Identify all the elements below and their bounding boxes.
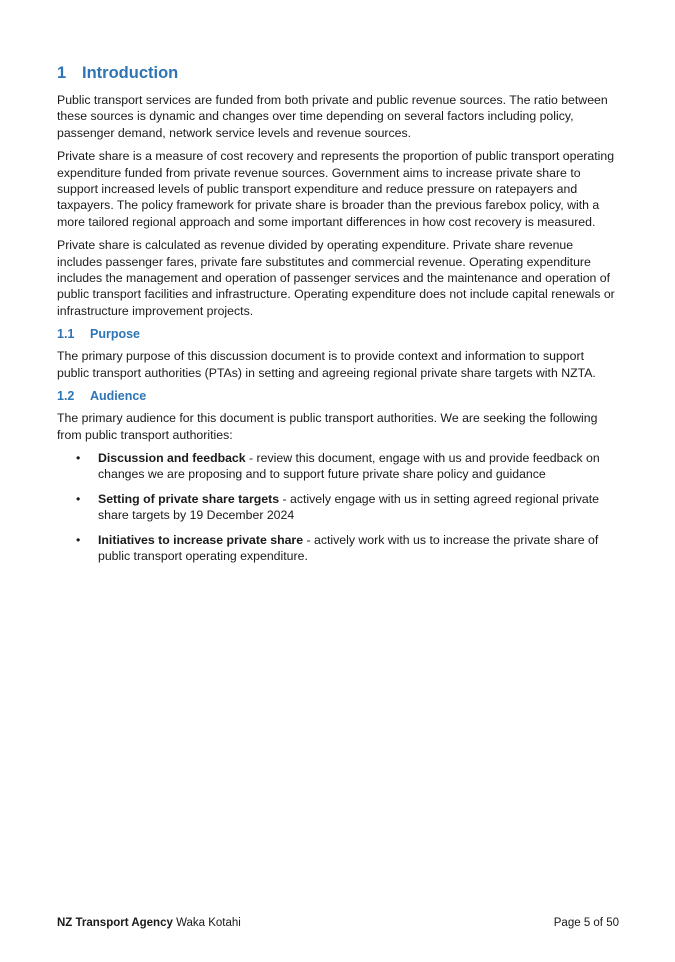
purpose-paragraph: The primary purpose of this discussion document is to provide context and information to support public transport authorities (PTAs) in setting and agreeing regional private share targets with NZTA. bbox=[57, 349, 596, 380]
intro-paragraph: Private share is calculated as revenue divided by operating expenditure. Private share revenue includes passenger fares, private fare substitutes and commercial revenue. Operating expenditure includes the management and operation of passenger services and the maintenance and operation of public transport facilities and infrastructure. Operating expenditure does not include capital renewals or infrastructure improvement projects. bbox=[57, 238, 615, 318]
subsection-number: 1.1 bbox=[57, 327, 75, 342]
list-item-term: Initiatives to increase private share bbox=[98, 532, 304, 547]
subsection-heading-audience bbox=[57, 388, 617, 404]
intro-paragraph: Private share is a measure of cost recovery and represents the proportion of public transport operating expenditure funded from private revenue sources. Government aims to increase private share to support increased levels of public transport expenditure and reduce pressure on ratepayers and taxpayers. The policy framework for private share is broader than the previous farebox policy, with a more tailored regional approach and some important differences in how cost recovery is measured. bbox=[57, 149, 615, 229]
bullet-icon: • bbox=[76, 491, 81, 506]
list-item-term: Discussion and feedback bbox=[98, 450, 246, 465]
intro-paragraph: Public transport services are funded from both private and public revenue sources. The ratio between these sources is dynamic and changes over time depending on several factors including policy, passenger demand, network service levels and revenue sources. bbox=[57, 93, 608, 140]
list-item bbox=[57, 532, 617, 565]
subsection-title: Purpose bbox=[90, 327, 141, 342]
section-heading-introduction bbox=[57, 62, 617, 84]
list-item-text: - actively engage with us in setting agreed regional private share targets by 19 December 2024 bbox=[98, 491, 599, 523]
footer-organisation bbox=[57, 917, 241, 929]
audience-bullet-list bbox=[57, 450, 617, 564]
list-item-term: Setting of private share targets bbox=[98, 491, 280, 506]
audience-paragraph: The primary audience for this document is public transport authorities. We are seeking the following from public transport authorities: bbox=[57, 411, 598, 442]
footer-org-bold: NZ Transport Agency bbox=[57, 917, 173, 929]
list-item bbox=[57, 491, 617, 524]
list-item bbox=[57, 450, 617, 483]
bullet-icon: • bbox=[76, 532, 81, 547]
list-item-text: - review this document, engage with us and provide feedback on changes we are proposing and to support future private share policy and guidance bbox=[98, 450, 600, 482]
list-item-text: - actively work with us to increase the private share of public transport operating expenditure. bbox=[98, 532, 599, 563]
page-number: Page 5 of 50 bbox=[553, 917, 619, 929]
subsection-number: 1.2 bbox=[57, 389, 75, 404]
bullet-icon: • bbox=[76, 450, 81, 465]
section-number: 1 bbox=[57, 64, 67, 82]
document-page bbox=[57, 62, 617, 572]
subsection-title: Audience bbox=[90, 389, 147, 404]
subsection-heading-purpose bbox=[57, 326, 617, 342]
page-footer bbox=[57, 916, 619, 930]
section-title: Introduction bbox=[82, 64, 179, 82]
footer-org-rest: Waka Kotahi bbox=[172, 917, 241, 929]
